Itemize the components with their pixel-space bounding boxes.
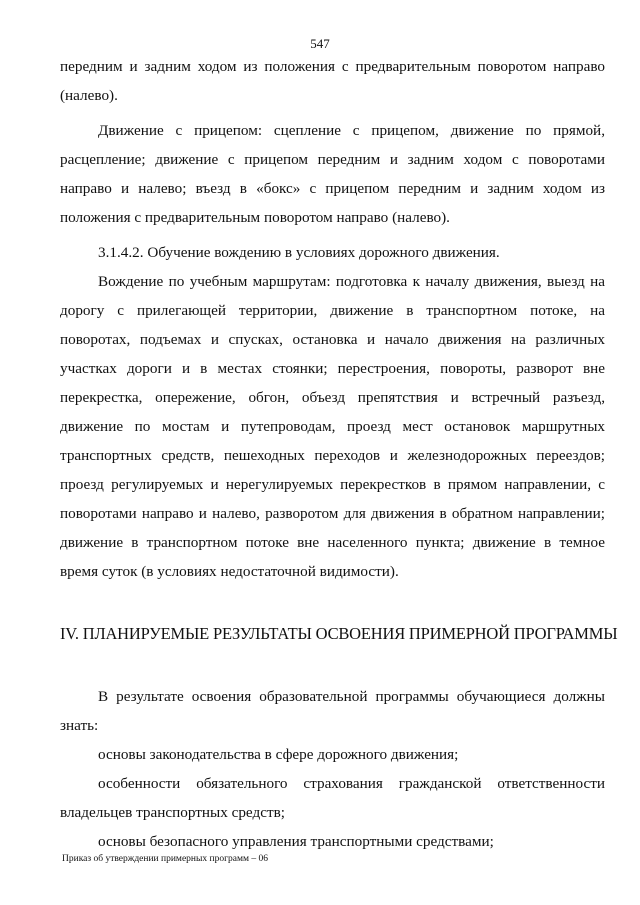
list-item: основы законодательства в сфере дорожного движения; [98, 746, 459, 763]
subsection-heading: 3.1.4.2. Обучение вождению в условиях дорожного движения. [98, 244, 500, 261]
paragraph-route-driving: Вождение по учебным маршрутам: подготовка к началу движения, выезд на дорогу с прилегающей территории, движение в транспортном потоке, на поворотах, подъемах и спусках, остановка и начало движения на различных участках дороги и в местах стоянки; перестроения, повороты, разворот вне перекрестка, опережение, обгон, объезд препятствия и встречный разъезд, движение по мостам и путепроводам, проезд мест остановок маршрутных транспортных средств, пешеходных переходов и железнодорожных переездов; проезд регулируемых и нерегулируемых перекрестков в прямом направлении, с поворотами направо и налево, разворотом для движения в обратном направлении; движение в транспортном потоке вне населенного пункта; движение в темное время суток (в условиях недостаточной видимости). [60, 273, 605, 580]
page-number: 547 [310, 36, 330, 51]
results-intro: В результате освоения образовательной программы обучающиеся должны знать: [60, 688, 605, 734]
section-title: IV. ПЛАНИРУЕМЫЕ РЕЗУЛЬТАТЫ ОСВОЕНИЯ ПРИМЕРНОЙ ПРОГРАММЫ [60, 624, 618, 643]
paragraph-trailer-driving: Движение с прицепом: сцепление с прицепом, движение по прямой, расцепление; движение с прицепом передним и задним ходом с поворотами направо и налево; въезд в «бокс» с прицепом передним и задним ходом из положения с предварительным поворотом направо (налево). [60, 122, 605, 226]
page-footer: Приказ об утверждении примерных программ – 06 [62, 854, 268, 864]
list-item: основы безопасного управления транспортными средствами; [98, 833, 494, 850]
paragraph-continuation: передним и задним ходом из положения с предварительным поворотом направо (налево). [60, 58, 605, 104]
list-item: особенности обязательного страхования гражданской ответственности владельцев транспортных средств; [60, 775, 605, 821]
document-body [60, 52, 618, 856]
